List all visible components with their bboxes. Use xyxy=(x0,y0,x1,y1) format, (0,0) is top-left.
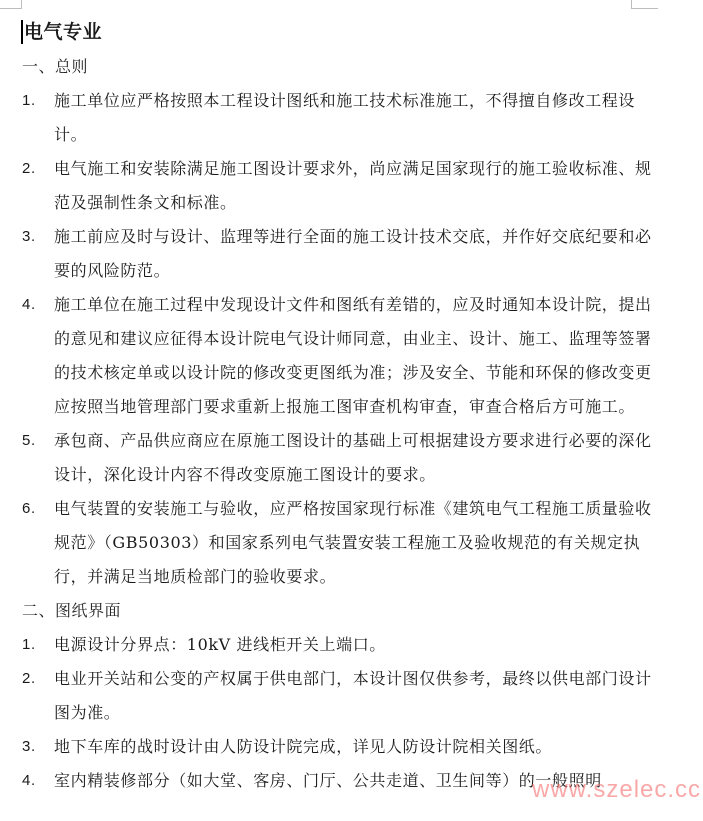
list-item[interactable] xyxy=(22,424,662,492)
document-title[interactable]: 电气专业 xyxy=(24,21,103,43)
list-number: 4. xyxy=(22,772,36,789)
list-item[interactable] xyxy=(22,152,662,220)
section-drawing-interface xyxy=(22,594,662,798)
list-text: 承包商、产品供应商应在原施工图设计的基础上可根据建设方要求进行必要的深化设计，深化设计内容不得改变原施工图设计的要求。 xyxy=(54,431,652,484)
list-number: 3. xyxy=(22,738,36,755)
document-page[interactable] xyxy=(22,14,662,798)
list-item[interactable] xyxy=(22,730,662,764)
list-number: 6. xyxy=(22,500,36,517)
list-text: 电业开关站和公变的产权属于供电部门，本设计图仅供参考，最终以供电部门设计图为准。 xyxy=(54,669,652,722)
section-heading[interactable]: 一、总则 xyxy=(22,57,89,76)
list-item[interactable] xyxy=(22,492,662,594)
watermark: www.szelec.cc xyxy=(532,776,702,803)
crop-mark-top-right xyxy=(631,0,658,9)
list-item[interactable] xyxy=(22,288,662,424)
list-text: 室内精装修部分（如大堂、客房、门厅、公共走道、卫生间等）的一般照明 xyxy=(54,771,602,790)
list-text: 施工单位应严格按照本工程设计图纸和施工技术标准施工，不得擅自修改工程设计。 xyxy=(54,91,636,144)
section-heading[interactable]: 二、图纸界面 xyxy=(22,601,122,620)
list-number: 5. xyxy=(22,432,36,449)
list-text: 施工前应及时与设计、监理等进行全面的施工设计技术交底，并作好交底纪要和必要的风险防范。 xyxy=(54,227,652,280)
list-text: 电源设计分界点：10kV 进线柜开关上端口。 xyxy=(54,635,386,654)
list-number: 4. xyxy=(22,296,36,313)
list-number: 2. xyxy=(22,160,36,177)
list-number: 1. xyxy=(22,636,36,653)
list-text: 施工单位在施工过程中发现设计文件和图纸有差错的，应及时通知本设计院，提出的意见和建议应征得本设计院电气设计师同意，由业主、设计、施工、监理等签署的技术核定单或以设计院的修改变更图纸为准；涉及安全、节能和环保的修改变更应按照当地管理部门要求重新上报施工图审查机构审查，审查合格后方可施工。 xyxy=(54,295,652,416)
section-general xyxy=(22,50,662,594)
list-item[interactable] xyxy=(22,764,662,798)
list-number: 1. xyxy=(22,92,36,109)
list-item[interactable] xyxy=(22,220,662,288)
list-text: 电气装置的安装施工与验收，应严格按国家现行标准《建筑电气工程施工质量验收规范》（GB50303）和国家系列电气装置安装工程施工及验收规范的有关规定执行，并满足当地质检部门的验收要求。 xyxy=(54,499,652,586)
text-cursor xyxy=(21,20,23,44)
list-item[interactable] xyxy=(22,662,662,730)
list-text: 电气施工和安装除满足施工图设计要求外，尚应满足国家现行的施工验收标准、规范及强制性条文和标准。 xyxy=(54,159,652,212)
crop-mark-top-left xyxy=(0,0,22,9)
title-row xyxy=(22,14,662,50)
list-text: 地下车库的战时设计由人防设计院完成，详见人防设计院相关图纸。 xyxy=(54,737,553,756)
list-item[interactable] xyxy=(22,84,662,152)
list-item[interactable] xyxy=(22,628,662,662)
list-number: 3. xyxy=(22,228,36,245)
list-number: 2. xyxy=(22,670,36,687)
